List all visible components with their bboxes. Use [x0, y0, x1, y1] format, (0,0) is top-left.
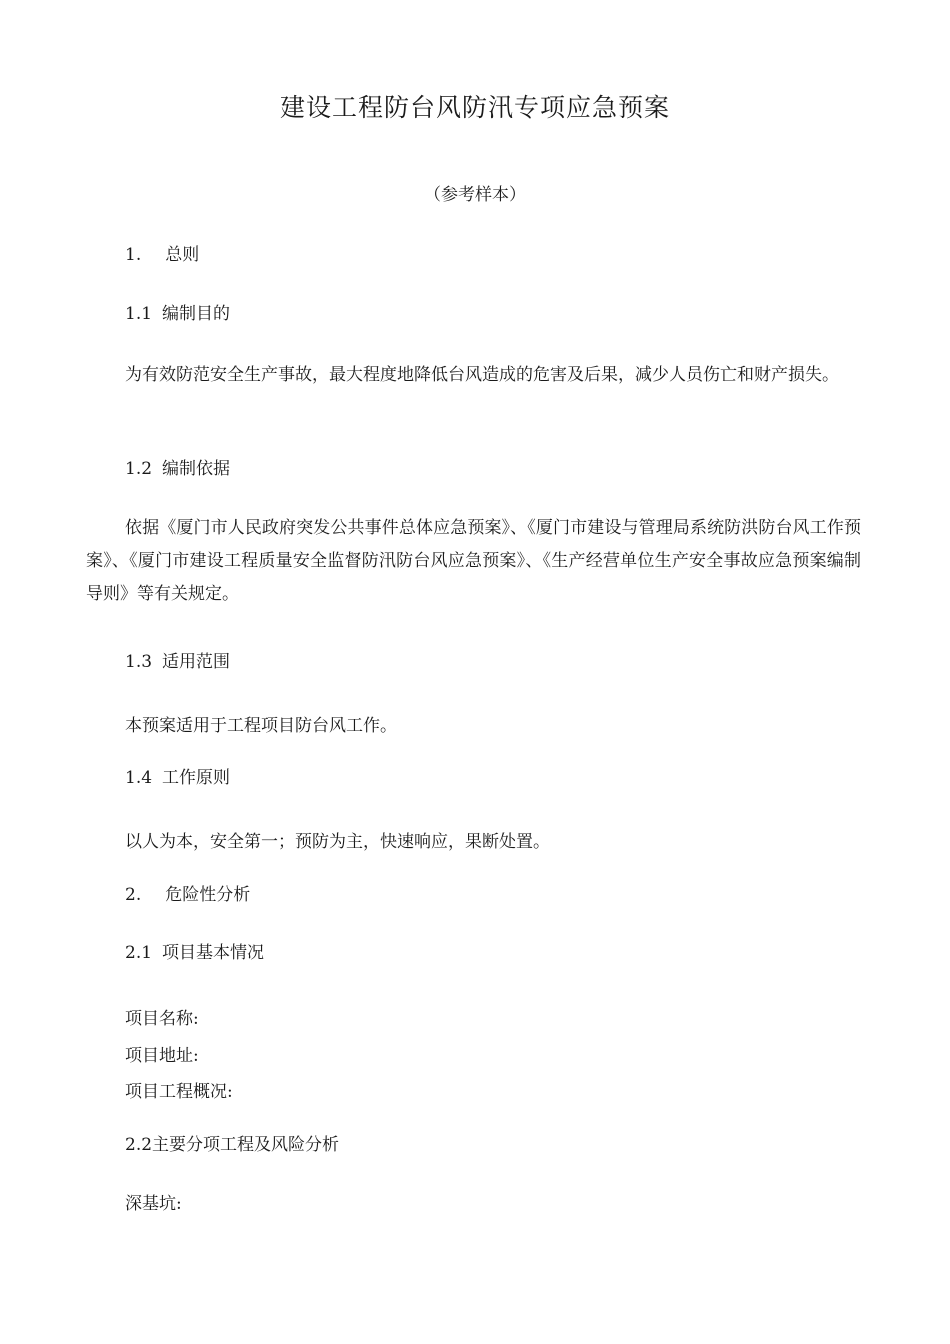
section-title: 工作原则: [162, 768, 231, 788]
section-title: 总则: [165, 245, 200, 265]
section-number: 1.4: [125, 768, 153, 788]
section-heading-2-2: 2.2主要分项工程及风险分析: [125, 1135, 340, 1155]
section-title: 编制依据: [162, 459, 231, 479]
section-heading-1-3: [125, 647, 230, 672]
document-title: 建设工程防台风防汛专项应急预案: [279, 93, 670, 122]
section-number: 2.: [125, 885, 142, 905]
section-number: 1.: [125, 245, 142, 265]
section-heading-1: [125, 240, 199, 265]
section-title: 适用范围: [162, 652, 231, 672]
section-title: 编制目的: [162, 304, 231, 324]
paragraph-principles: 以人为本，安全第一；预防为主，快速响应，果断处置。: [125, 832, 550, 852]
section-number: 2.1: [125, 943, 153, 963]
document-subtitle: （参考样本）: [424, 185, 526, 205]
section-title: 危险性分析: [165, 885, 251, 905]
project-overview-label: 项目工程概况:: [125, 1082, 233, 1102]
section-number: 1.2: [125, 459, 153, 479]
section-number: 1.1: [125, 304, 153, 324]
section-heading-2-1: [125, 938, 264, 963]
section-heading-1-1: [125, 299, 230, 324]
paragraph-basis: 依据《厦门市人民政府突发公共事件总体应急预案》、《厦门市建设与管理局系统防洪防台风工作预案》、《厦门市建设工程质量安全监督防汛防台风应急预案》、《生产经营单位生产安全事故应急预案编制导则》等有关规定。: [86, 518, 861, 604]
section-heading-1-4: [125, 763, 230, 788]
section-title: 项目基本情况: [162, 943, 265, 963]
project-name-label: 项目名称:: [125, 1009, 199, 1029]
paragraph-purpose: 为有效防范安全生产事故，最大程度地降低台风造成的危害及后果，减少人员伤亡和财产损失。: [125, 365, 839, 385]
paragraph-scope: 本预案适用于工程项目防台风工作。: [125, 716, 397, 736]
section-heading-2: [125, 880, 250, 905]
deep-pit-label: 深基坑:: [125, 1194, 182, 1214]
section-number: 1.3: [125, 652, 153, 672]
project-address-label: 项目地址:: [125, 1046, 199, 1066]
section-heading-1-2: [125, 454, 230, 479]
